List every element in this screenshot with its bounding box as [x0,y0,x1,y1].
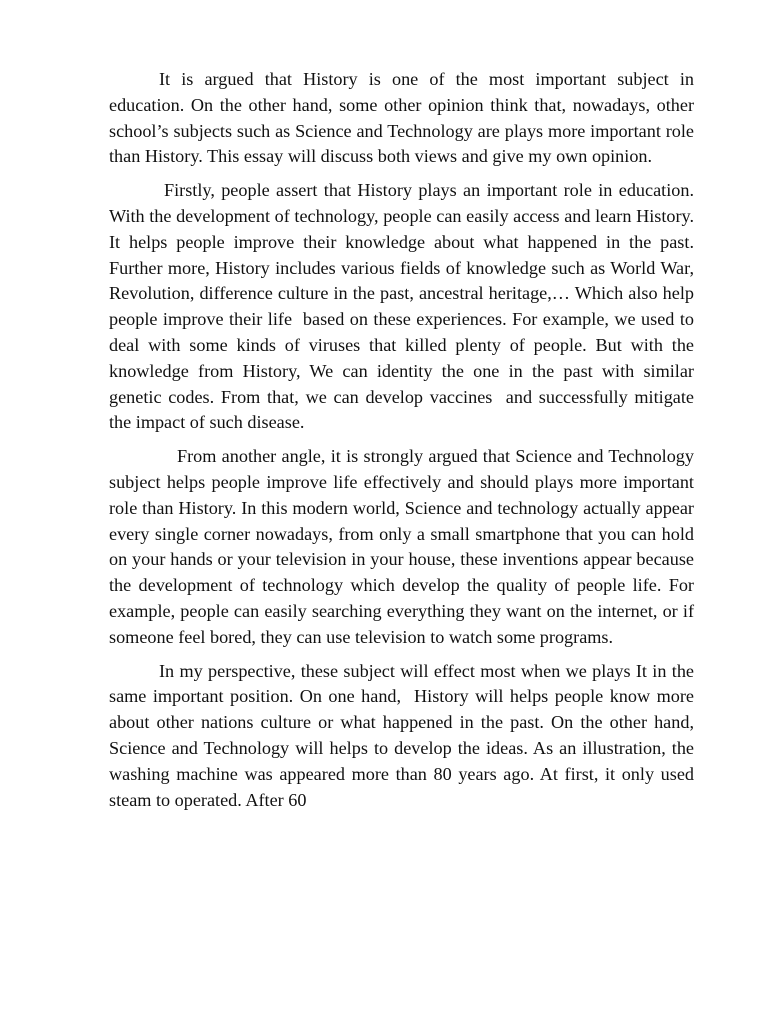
paragraph-science-argument: From another angle, it is strongly argued that Science and Technology subject helps people improve life effectively and should plays more important role than History. In this modern world, Science and technology actually appear every single corner nowadays, from only a small smartphone that you can hold on your hands or your television in your house, these inventions appear because the development of technology which develop the quality of people life. For example, people can easily searching everything they want on the internet, or if someone feel bored, they can use television to watch some programs. [109,446,699,647]
essay-body [109,67,699,821]
paragraph-history-argument: Firstly, people assert that History plays an important role in education. With the development of technology, people can easily access and learn History. It helps people improve their knowledge about what happened in the past. Further more, History includes various fields of knowledge such as World War, Revolution, difference culture in the past, ancestral heritage,… Which also help people improve their life based on these experiences. For example, we used to deal with some kinds of viruses that killed plenty of people. But with the knowledge from History, We can identity the one in the past with similar genetic codes. From that, we can develop vaccines and successfully mitigate the impact of such disease. [109,180,699,433]
paragraph-opinion: In my perspective, these subject will effect most when we plays It in the same important position. On one hand, History will helps people know more about other nations culture or what happened in the past. On the other hand, Science and Technology will helps to develop the ideas. As an illustration, the washing machine was appeared more than 80 years ago. At first, it only used steam to operated. After 60 [109,660,699,810]
paragraph-introduction: It is argued that History is one of the most important subject in education. On the other hand, some other opinion think that, nowadays, other school’s subjects such as Science and Technology are plays more important role than History. This essay will discuss both views and give my own opinion. [109,69,699,167]
